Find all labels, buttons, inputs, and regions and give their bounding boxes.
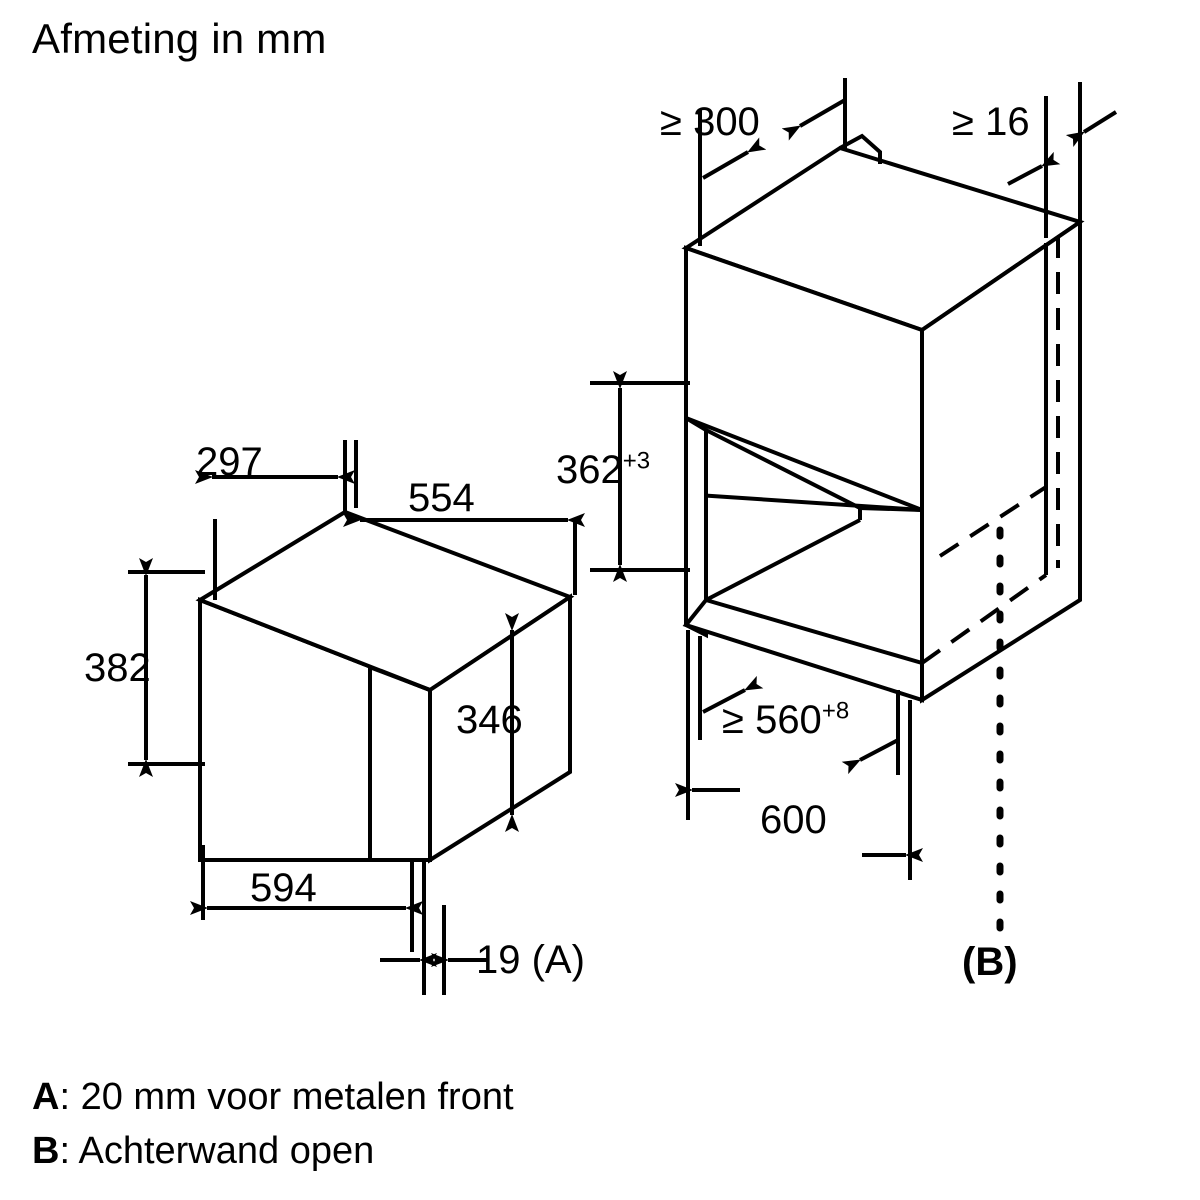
- label-600: 600: [760, 798, 827, 842]
- cabinet-body: [686, 136, 1080, 700]
- label-16: ≥ 16: [952, 100, 1030, 144]
- appliance-body: [200, 512, 570, 860]
- label-560: ≥ $560^{+8}$: [722, 697, 850, 742]
- label-300: ≥ 300: [660, 100, 760, 144]
- label-382: 382: [84, 646, 151, 690]
- label-marker-b: (B): [962, 940, 1018, 984]
- dim-19a: [380, 862, 488, 995]
- label-19a: 19 (A): [476, 938, 585, 982]
- label-554: 554: [408, 476, 475, 520]
- label-362: $362^{+3}$: [556, 447, 651, 492]
- label-594: 594: [250, 866, 317, 910]
- label-297: 297: [196, 440, 263, 484]
- page-title: Afmeting in mm: [32, 15, 327, 62]
- legend-a: A: 20 mm voor metalen front: [32, 1076, 514, 1118]
- legend-b: B: Achterwand open: [32, 1130, 375, 1172]
- label-346: 346: [456, 698, 523, 742]
